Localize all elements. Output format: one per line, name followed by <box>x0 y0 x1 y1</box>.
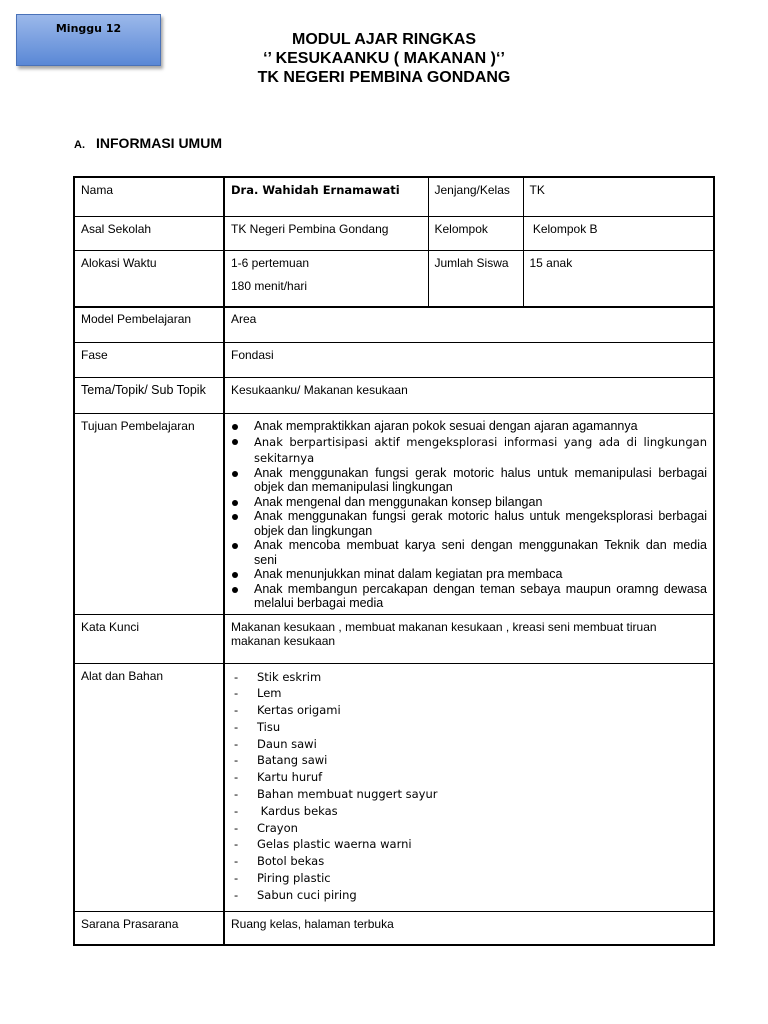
table-row <box>74 911 714 945</box>
table-row <box>74 378 714 414</box>
jenjang-value: TK <box>523 177 714 216</box>
list-item: Anak membangun percakapan dengan teman sebaya maupun oramng dewasa melalui berbagai media <box>231 582 707 611</box>
section-heading <box>74 135 222 151</box>
model-label: Model Pembelajaran <box>74 307 224 343</box>
table-row <box>74 663 714 911</box>
list-item: Anak mempraktikkan ajaran pokok sesuai dengan ajaran agamannya <box>231 419 707 434</box>
section-title: INFORMASI UMUM <box>96 135 222 151</box>
list-item: Anak berpartisipasi aktif mengeksplorasi informasi yang ada di lingkungan sekitarnya <box>231 434 707 466</box>
details-table <box>73 306 715 946</box>
kelompok-label: Kelompok <box>428 216 523 250</box>
list-item: Anak menunjukkan minat dalam kegiatan pra membaca <box>231 567 707 582</box>
list-item: - Stik eskrim <box>231 669 707 686</box>
week-badge-label: Minggu 12 <box>55 22 122 35</box>
list-item: - Crayon <box>231 820 707 837</box>
kata-label: Kata Kunci <box>74 614 224 663</box>
tema-value: Kesukaanku/ Makanan kesukaan <box>224 378 714 414</box>
list-item: - Lem <box>231 685 707 702</box>
alat-list <box>231 669 707 904</box>
list-item: Anak menggunakan fungsi gerak motoric halus untuk mengeksplorasi berbagai objek dan lingkungan <box>231 509 707 538</box>
list-item: - Bahan membuat nuggert sayur <box>231 786 707 803</box>
alokasi-minutes: 180 menit/hari <box>231 278 308 293</box>
list-item: Anak mengenal dan menggunakan konsep bilangan <box>231 495 707 510</box>
list-item: - Piring plastic <box>231 870 707 887</box>
kelompok-value: Kelompok B <box>523 216 714 250</box>
table-row <box>74 343 714 378</box>
jumlah-value: 15 anak <box>523 250 714 307</box>
jenjang-label: Jenjang/Kelas <box>428 177 523 216</box>
table-row <box>74 177 714 216</box>
list-item: - Batang sawi <box>231 752 707 769</box>
list-item: - Botol bekas <box>231 853 707 870</box>
table-row <box>74 216 714 250</box>
sarana-label: Sarana Prasarana <box>74 911 224 945</box>
alat-label: Alat dan Bahan <box>74 663 224 911</box>
list-item: - Gelas plastic waerna warni <box>231 836 707 853</box>
teacher-name: Dra. Wahidah Ernamawati <box>231 183 400 197</box>
tujuan-cell <box>224 414 714 615</box>
alokasi-meetings: 1-6 pertemuan <box>231 255 310 270</box>
table-row <box>74 414 714 615</box>
list-item: - Tisu <box>231 719 707 736</box>
alat-cell <box>224 663 714 911</box>
list-item: - Kertas origami <box>231 702 707 719</box>
doc-title-line-3: TK NEGERI PEMBINA GONDANG <box>257 69 511 86</box>
alokasi-label: Alokasi Waktu <box>74 250 224 307</box>
asal-value: TK Negeri Pembina Gondang <box>224 216 428 250</box>
tema-label: Tema/Topik/ Sub Topik <box>74 378 224 414</box>
table-row <box>74 250 714 307</box>
tujuan-label: Tujuan Pembelajaran <box>74 414 224 615</box>
sarana-value: Ruang kelas, halaman terbuka <box>224 911 714 945</box>
table-row <box>74 307 714 343</box>
list-item: - Kardus bekas <box>231 803 707 820</box>
fase-value: Fondasi <box>224 343 714 378</box>
model-value: Area <box>224 307 714 343</box>
list-item: - Kartu huruf <box>231 769 707 786</box>
tujuan-list <box>231 419 707 611</box>
section-number: A. <box>74 139 85 151</box>
nama-value <box>224 177 428 216</box>
doc-title-line-2: ‘’ KESUKAANKU ( MAKANAN )‘’ <box>263 50 505 67</box>
asal-label: Asal Sekolah <box>74 216 224 250</box>
nama-label: Nama <box>74 177 224 216</box>
list-item: - Daun sawi <box>231 736 707 753</box>
list-item: - Sabun cuci piring <box>231 887 707 904</box>
doc-title-line-1: MODUL AJAR RINGKAS <box>291 31 476 48</box>
jumlah-label: Jumlah Siswa <box>428 250 523 307</box>
table-row <box>74 614 714 663</box>
alokasi-value <box>224 250 428 307</box>
identity-table <box>73 176 715 308</box>
list-item: Anak mencoba membuat karya seni dengan menggunakan Teknik dan media seni <box>231 538 707 567</box>
fase-label: Fase <box>74 343 224 378</box>
kata-value: Makanan kesukaan , membuat makanan kesukaan , kreasi seni membuat tiruan makanan kesukaan <box>224 614 714 663</box>
list-item: Anak menggunakan fungsi gerak motoric halus untuk memanipulasi berbagai objek dan memanipulasi lingkungan <box>231 466 707 495</box>
